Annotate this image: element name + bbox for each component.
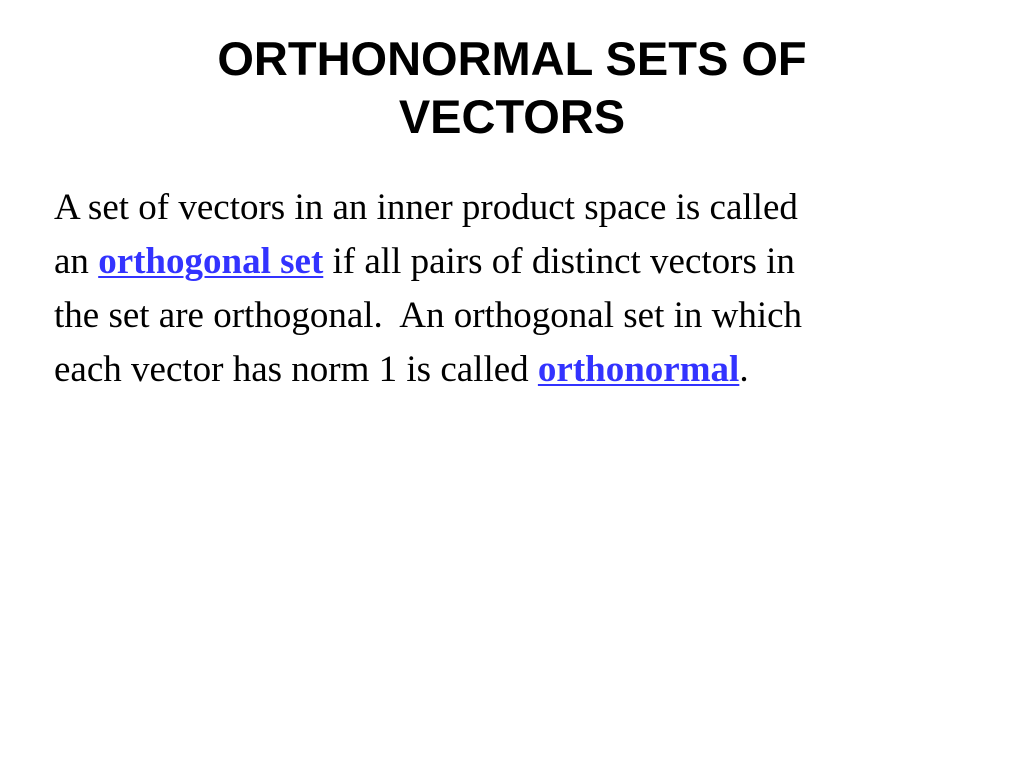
line-3-text: the set are orthogonal. An orthogonal set in which — [54, 295, 803, 336]
paragraph-line-4 — [54, 343, 994, 397]
line-2-prefix: an — [54, 241, 99, 282]
title-line-2: VECTORS — [398, 90, 626, 143]
slide-title — [0, 30, 1024, 146]
line-4-prefix: each vector has norm 1 is called — [54, 349, 538, 390]
paragraph-line-3 — [54, 289, 994, 343]
term-orthonormal[interactable]: orthonormal — [537, 349, 740, 390]
line-2-suffix: if all pairs of distinct vectors in — [323, 241, 795, 282]
paragraph-line-1 — [54, 181, 994, 235]
line-4-suffix: . — [739, 349, 749, 390]
paragraph-line-2 — [54, 235, 994, 289]
title-line-1: ORTHONORMAL SETS OF — [217, 32, 807, 85]
term-orthogonal-set[interactable]: orthogonal set — [98, 241, 324, 282]
line-1-text: A set of vectors in an inner product space is called — [54, 187, 798, 228]
definition-paragraph — [54, 181, 994, 397]
